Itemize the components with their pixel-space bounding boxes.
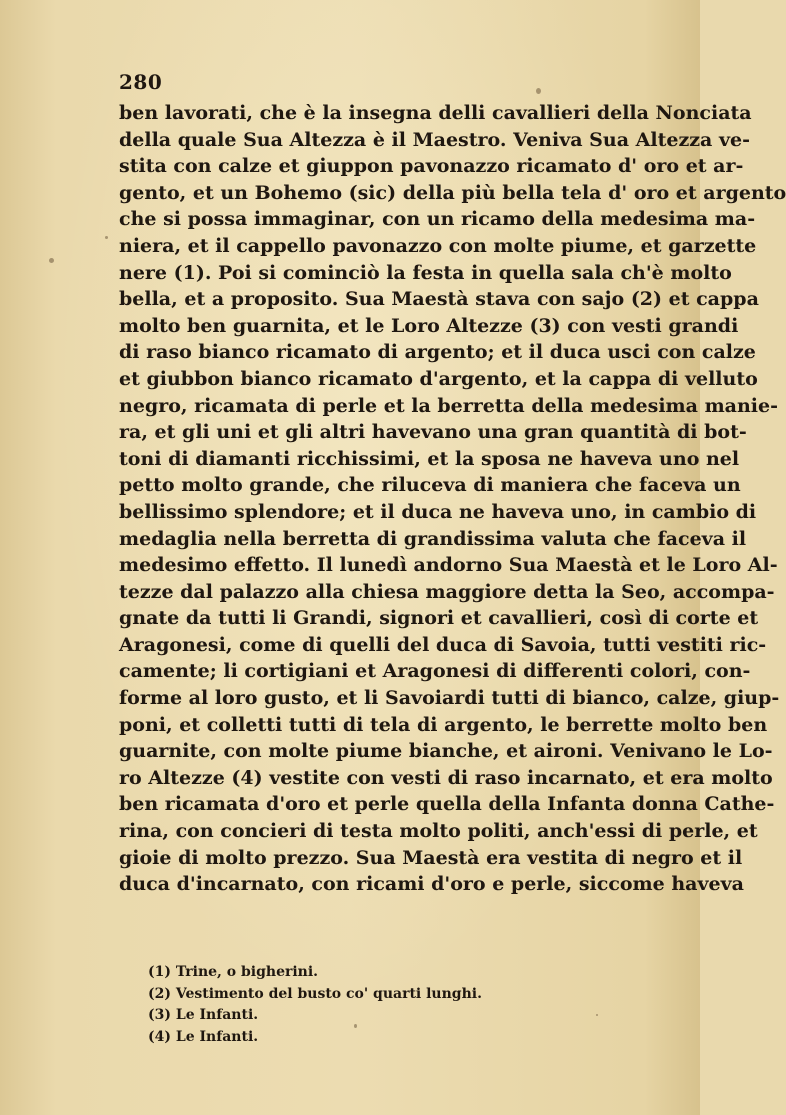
text-line: poni, et colletti tutti di tela di argento, le berrette molto ben: [119, 713, 768, 736]
text-line: ben ricamata d'oro et perle quella della Infanta donna Cathe-: [119, 793, 775, 816]
text-line: ra, et gli uni et gli altri havevano una gran quantità di bot-: [119, 421, 747, 444]
text-line: di raso bianco ricamato di argento; et il duca usci con calze: [119, 341, 756, 364]
text-line: molto ben guarnita, et le Loro Altezze (3) con vesti grandi: [119, 314, 739, 337]
paper-speck: [596, 1014, 598, 1016]
text-line: che si possa immaginar, con un ricamo della medesima ma-: [119, 208, 756, 231]
text-line: guarnite, con molte piume bianche, et aironi. Venivano le Lo-: [119, 740, 773, 763]
paper-speck: [536, 88, 541, 94]
footnote: (1) Trine, o bigherini.: [148, 964, 319, 980]
text-line: ro Altezze (4) vestite con vesti di raso incarnato, et era molto: [119, 766, 773, 789]
paper-speck: [49, 258, 54, 263]
text-line: medesimo effetto. Il lunedì andorno Sua Maestà et le Loro Al-: [119, 554, 778, 577]
footnote: (2) Vestimento del busto co' quarti lunghi.: [148, 985, 482, 1002]
text-line: negro, ricamata di perle et la berretta della medesima manie-: [119, 394, 778, 417]
text-line: forme al loro gusto, et li Savoiardi tutti di bianco, calze, giup-: [119, 687, 780, 710]
text-line: gnate da tutti li Grandi, signori et cavallieri, così di corte et: [119, 607, 759, 630]
text-line: et giubbon bianco ricamato d'argento, et la cappa di velluto: [119, 367, 758, 390]
body-text: [119, 100, 786, 898]
text-line: bellissimo splendore; et il duca ne haveva uno, in cambio di: [119, 500, 757, 523]
text-line: nere (1). Poi si cominciò la festa in quella sala ch'è molto: [119, 261, 732, 284]
footnote: (4) Le Infanti.: [148, 1028, 259, 1045]
paper-speck: [105, 236, 108, 239]
text-line: bella, et a proposito. Sua Maestà stava con sajo (2) et cappa: [119, 288, 759, 311]
text-line: tezze dal palazzo alla chiesa maggiore detta la Seo, accompa-: [119, 580, 775, 603]
text-line: stita con calze et giuppon pavonazzo ricamato d' oro et ar-: [119, 155, 744, 178]
page-number: 280: [119, 70, 163, 94]
text-line: niera, et il cappello pavonazzo con molte piume, et garzette: [119, 234, 757, 257]
footnotes: [148, 962, 628, 1048]
text-line: toni di diamanti ricchissimi, et la sposa ne haveva uno nel: [119, 447, 740, 470]
paper-speck: [354, 1024, 357, 1028]
footnote: (3) Le Infanti.: [148, 1007, 259, 1023]
text-line: medaglia nella berretta di grandissima valuta che faceva il: [119, 527, 747, 550]
text-line: della quale Sua Altezza è il Maestro. Veniva Sua Altezza ve-: [119, 128, 750, 151]
text-line: ben lavorati, che è la insegna delli cavallieri della Nonciata: [119, 102, 752, 124]
text-line: gento, et un Bohemo (sic) della più bella tela d' oro et argento: [119, 181, 786, 204]
text-line: camente; li cortigiani et Aragonesi di differenti colori, con-: [119, 660, 751, 683]
text-line: petto molto grande, che riluceva di maniera che faceva un: [119, 474, 741, 497]
text-line: duca d'incarnato, con ricami d'oro e perle, siccome haveva: [119, 873, 744, 896]
text-line: gioie di molto prezzo. Sua Maestà era vestita di negro et il: [119, 846, 743, 869]
text-line: Aragonesi, come di quelli del duca di Savoia, tutti vestiti ric-: [119, 633, 767, 656]
text-line: rina, con concieri di testa molto politi, anch'essi di perle, et: [119, 820, 758, 843]
